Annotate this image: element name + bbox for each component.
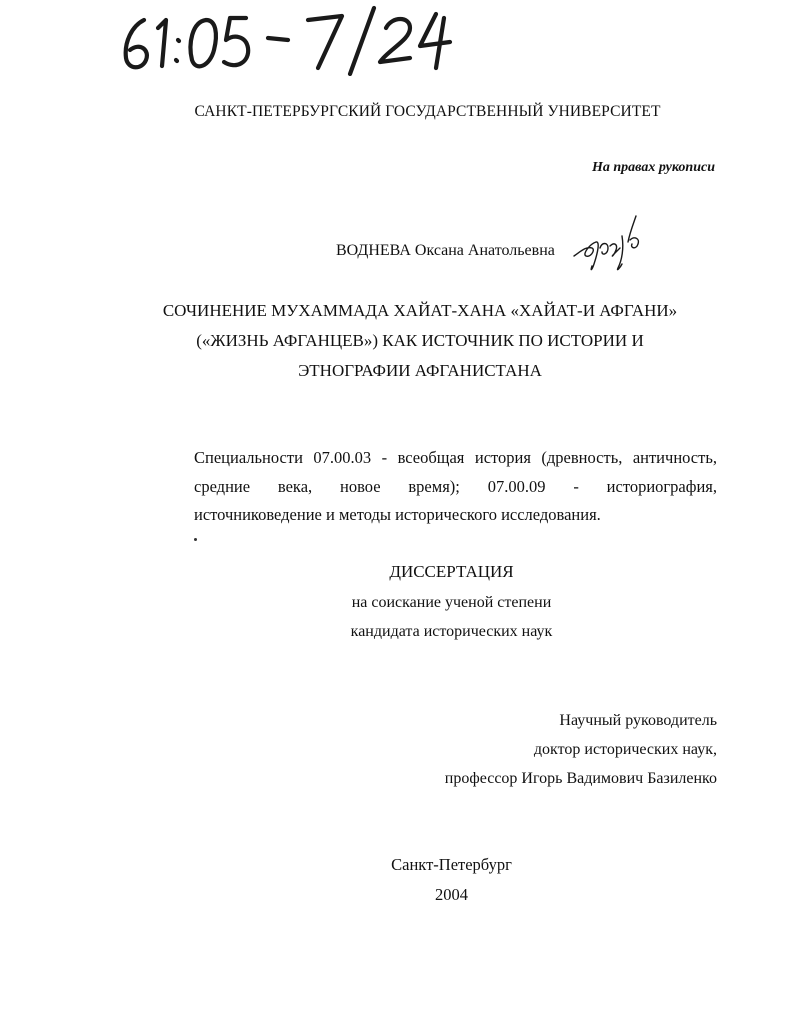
title-line-3: ЭТНОГРАФИИ АФГАНИСТАНА — [298, 361, 542, 380]
dissertation-title — [120, 296, 720, 386]
specialty-line-2: средние века, новое время); 07.00.09 - историография, — [194, 476, 717, 496]
signature-drawing — [570, 212, 650, 274]
supervisor-label: Научный руководитель — [559, 712, 717, 729]
supervisor-degree: доктор исторических наук, — [533, 741, 717, 758]
title-line-2: («ЖИЗНЬ АФГАНЦЕВ») КАК ИСТОЧНИК ПО ИСТОРИИ И — [196, 331, 644, 350]
supervisor-block — [445, 706, 717, 793]
handwritten-archive-stamp — [118, 4, 458, 76]
dissertation-heading: ДИССЕРТАЦИЯ — [389, 562, 514, 581]
supervisor-name: профессор Игорь Вадимович Базиленко — [444, 770, 717, 787]
city: Санкт-Петербург — [391, 855, 512, 874]
manuscript-rights-note: На правах рукописи — [592, 160, 715, 175]
specialty-line-1: Специальности 07.00.03 - всеобщая история (древность, античность, — [194, 448, 717, 467]
specialty-paragraph — [194, 444, 717, 530]
degree-line-2: кандидата исторических наук — [350, 623, 553, 640]
degree-line-1: на соискание ученой степени — [351, 594, 552, 611]
title-line-1: СОЧИНЕНИЕ МУХАММАДА ХАЙАТ-ХАНА «ХАЙАТ-И АФГАНИ» — [162, 301, 678, 320]
author-signature — [570, 212, 650, 274]
author-name: ВОДНЕВА Оксана Анатольевна — [336, 242, 555, 259]
stamp-handwriting-drawing — [118, 4, 458, 76]
year: 2004 — [435, 885, 468, 904]
specialty-line-3: источниковедение и методы исторического исследования. — [194, 505, 601, 524]
stray-dot-mark — [194, 538, 197, 541]
university-name: САНКТ-ПЕТЕРБУРГСКИЙ ГОСУДАРСТВЕННЫЙ УНИВЕРСИТЕТ — [194, 103, 661, 120]
